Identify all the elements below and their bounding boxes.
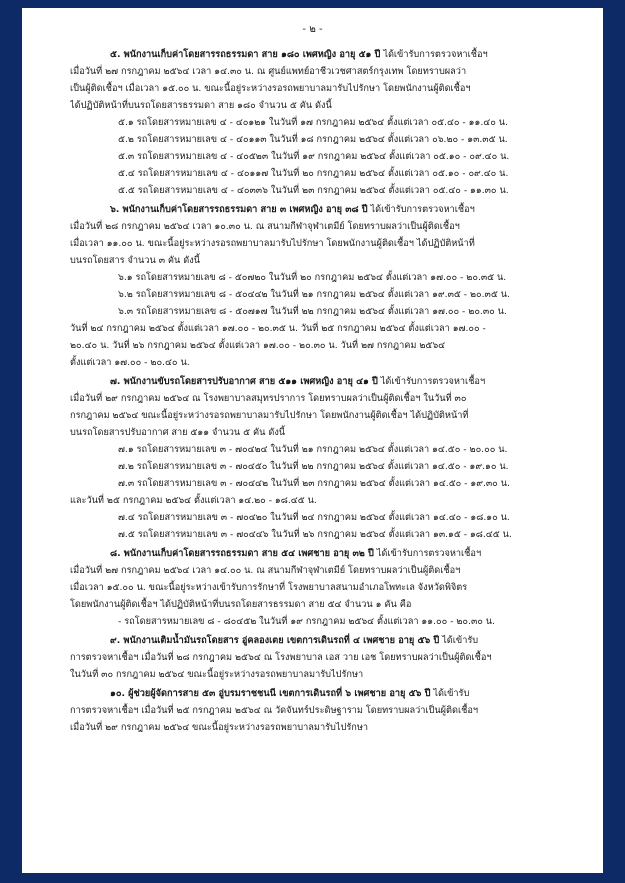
- case-text-line: โดยพนักงานผู้ติดเชื้อฯ ได้ปฏิบัติหน้าที่บนรถโดยสารธรรมดา สาย ๕๔ จำนวน ๑ คัน คือ: [70, 599, 412, 610]
- case-heading-rest: ได้เข้ารับ: [430, 688, 470, 699]
- case-section: [70, 545, 562, 630]
- case-heading: [70, 201, 562, 218]
- case-section: [70, 46, 562, 199]
- case-heading-bold: ๗. พนักงานขับรถโดยสารปรับอากาศ สาย ๕๑๑ เพศหญิง อายุ ๔๑ ปี: [110, 376, 378, 387]
- case-text-line: การตรวจหาเชื้อฯ เมื่อวันที่ ๒๕ กรกฎาคม ๒๕๖๔ ณ วัดจันทร์ประดิษฐาราม โดยทราบผลว่าเป็นผู้ติดเชื้อฯ: [70, 705, 479, 716]
- case-text-line: บนรถโดยสาร จำนวน ๓ คัน ดังนี้: [70, 255, 200, 266]
- bus-item: ๗.๑ รถโดยสารหมายเลข ๓ - ๗๐๔๒๔ ในวันที่ ๒๑ กรกฎาคม ๒๕๖๔ ตั้งแต่เวลา ๑๔.๕๐ - ๒๐.๐๐ น.: [118, 444, 508, 455]
- bus-item: ๕.๔ รถโดยสารหมายเลข ๔ - ๔๐๑๑๗ ในวันที่ ๒๐ กรกฎาคม ๒๕๖๔ ตั้งแต่เวลา ๐๕.๑๐ - ๐๙.๔๐ น.: [118, 168, 509, 179]
- case-text-line: ๒๐.๔๐ น. วันที่ ๒๖ กรกฎาคม ๒๕๖๔ ตั้งแต่เวลา ๑๗.๐๐ - ๒๐.๓๐ น. วันที่ ๒๗ กรกฎาคม ๒๕๖๔: [70, 340, 446, 351]
- case-heading-bold: ๙. พนักงานเติมน้ำมันรถโดยสาร อู่คลองเตย เขตการเดินรถที่ ๔ เพศชาย อายุ ๕๖ ปี: [110, 635, 440, 646]
- case-heading-rest: ได้เข้ารับ: [439, 635, 479, 646]
- case-heading: [70, 685, 562, 702]
- bus-item: - รถโดยสารหมายเลข ๘ - ๘๐๔๕๒ ในวันที่ ๑๙ กรกฎาคม ๒๕๖๔ ตั้งแต่เวลา ๑๑.๐๐ - ๒๐.๓๐ น.: [118, 616, 495, 627]
- case-text-line: และวันที่ ๒๕ กรกฎาคม ๒๕๖๔ ตั้งแต่เวลา ๑๔.๒๐ - ๑๘.๔๕ น.: [70, 495, 317, 506]
- case-heading: [70, 46, 562, 63]
- case-text-line: ได้ปฏิบัติหน้าที่บนรถโดยสารธรรมดา สาย ๑๘๐ จำนวน ๕ คัน ดังนี้: [70, 100, 332, 111]
- bus-item: ๕.๓ รถโดยสารหมายเลข ๔ - ๔๐๕๒๓ ในวันที่ ๑๙ กรกฎาคม ๒๕๖๔ ตั้งแต่เวลา ๐๕.๑๐ - ๐๙.๔๐ น.: [118, 151, 510, 162]
- document-body: [70, 46, 562, 738]
- case-text-line: เมื่อวันที่ ๒๗ กรกฎาคม ๒๕๖๔ เวลา ๑๔.๐๐ น. ณ สนามกีฬาจุฬาเตมีย์ โดยทราบผลว่าเป็นผู้ติดเชื้อฯ: [70, 565, 461, 576]
- bus-item: ๗.๓ รถโดยสารหมายเลข ๓ - ๗๐๔๔๒ ในวันที่ ๒๓ กรกฎาคม ๒๕๖๔ ตั้งแต่เวลา ๑๔.๕๐ - ๑๙.๓๐ น.: [118, 478, 510, 489]
- bus-item: ๖.๒ รถโดยสารหมายเลข ๘ - ๕๐๔๔๒ ในวันที่ ๒๑ กรกฎาคม ๒๕๖๔ ตั้งแต่เวลา ๑๙.๓๕ - ๒๐.๓๕ น.: [118, 289, 510, 300]
- case-heading-rest: ได้เข้ารับการตรวจหาเชื้อฯ: [380, 49, 488, 60]
- case-heading-bold: ๘. พนักงานเก็บค่าโดยสารรถธรรมดา สาย ๕๔ เพศชาย อายุ ๓๒ ปี: [110, 548, 374, 559]
- case-heading: [70, 545, 562, 562]
- section-gap: [70, 736, 562, 738]
- case-text-line: ตั้งแต่เวลา ๑๗.๐๐ - ๒๐.๔๐ น.: [70, 357, 190, 368]
- case-text-line: บนรถโดยสารปรับอากาศ สาย ๕๑๑ จำนวน ๕ คัน ดังนี้: [70, 427, 286, 438]
- case-section: [70, 685, 562, 736]
- case-text-line: เมื่อเวลา ๑๕.๐๐ น. ขณะนี้อยู่ระหว่างเข้ารับการรักษาที่ โรงพยาบาลสนามอำเภอโพทะเล จังหวัดพิจิตร: [70, 582, 468, 593]
- case-heading-rest: ได้เข้ารับการตรวจหาเชื้อฯ: [373, 548, 482, 559]
- bus-item: ๗.๒ รถโดยสารหมายเลข ๓ - ๗๐๔๕๐ ในวันที่ ๒๒ กรกฎาคม ๒๕๖๔ ตั้งแต่เวลา ๑๔.๕๐ - ๑๙.๑๐ น.: [118, 461, 509, 472]
- bus-item: ๗.๕ รถโดยสารหมายเลข ๓ - ๗๐๔๔๖ ในวันที่ ๒๖ กรกฎาคม ๒๕๖๔ ตั้งแต่เวลา ๑๓.๑๕ - ๑๘.๔๕ น.: [118, 529, 512, 540]
- case-text-line: ในวันที่ ๓๐ กรกฎาคม ๒๕๖๔ ขณะนี้อยู่ระหว่างรอรถพยาบาลมารับไปรักษา: [70, 669, 364, 680]
- bus-item: ๖.๑ รถโดยสารหมายเลข ๘ - ๕๐๗๒๐ ในวันที่ ๒๐ กรกฎาคม ๒๕๖๔ ตั้งแต่เวลา ๑๗.๐๐ - ๒๐.๓๕ น.: [118, 272, 507, 283]
- case-heading: [70, 632, 562, 649]
- case-heading: [70, 373, 562, 390]
- case-text-line: เมื่อวันที่ ๒๗ กรกฎาคม ๒๕๖๔ เวลา ๑๔.๓๐ น. ณ ศูนย์แพทย์อาชีวเวชศาสตร์กรุงเทพ โดยทราบผลว่า: [70, 66, 467, 77]
- bus-item: ๖.๓ รถโดยสารหมายเลข ๘ - ๕๐๗๑๗ ในวันที่ ๒๒ กรกฎาคม ๒๕๖๔ ตั้งแต่เวลา ๑๗.๐๐ - ๒๐.๓๐ น.: [118, 306, 507, 317]
- bus-item: ๕.๕ รถโดยสารหมายเลข ๔ - ๔๐๓๓๖ ในวันที่ ๒๓ กรกฎาคม ๒๕๖๔ ตั้งแต่เวลา ๐๕.๔๐ - ๑๑.๓๐ น.: [118, 185, 509, 196]
- case-text-line: กรกฎาคม ๒๕๖๔ ขณะนี้อยู่ระหว่างรอรถพยาบาลมารับไปรักษา โดยพนักงานผู้ติดเชื้อฯ ได้ปฏิบัติหน้าที่: [70, 410, 469, 421]
- bus-item: ๗.๔ รถโดยสารหมายเลข ๓ - ๗๐๔๒๐ ในวันที่ ๒๔ กรกฎาคม ๒๕๖๔ ตั้งแต่เวลา ๑๔.๔๐ - ๑๘.๑๐ น.: [118, 512, 510, 523]
- case-section: [70, 201, 562, 371]
- case-text-line: เมื่อวันที่ ๒๘ กรกฎาคม ๒๕๖๔ เวลา ๑๐.๓๐ น. ณ สนามกีฬาจุฬาเตมีย์ โดยทราบผลว่าเป็นผู้ติดเชื้อฯ: [70, 221, 460, 232]
- case-section: [70, 373, 562, 543]
- case-heading-rest: ได้เข้ารับการตรวจหาเชื้อฯ: [377, 376, 486, 387]
- page-number: - ๒ -: [302, 24, 323, 35]
- bus-item: ๕.๑ รถโดยสารหมายเลข ๔ - ๔๐๑๒๑ ในวันที่ ๑๗ กรกฎาคม ๒๕๖๔ ตั้งแต่เวลา ๐๕.๔๐ - ๑๑.๔๐ น.: [118, 117, 508, 128]
- case-text-line: เป็นผู้ติดเชื้อฯ เมื่อเวลา ๑๕.๐๐ น. ขณะนี้อยู่ระหว่างรอรถพยาบาลมารับไปรักษา โดยพนักงานผู้ติดเชื้อฯ: [70, 83, 471, 94]
- case-heading-bold: ๑๐. ผู้ช่วยผู้จัดการสาย ๕๓ อู่บรมราชชนนี เขตการเดินรถที่ ๖ เพศชาย อายุ ๕๖ ปี: [110, 688, 431, 699]
- case-section: [70, 632, 562, 683]
- case-text-line: การตรวจหาเชื้อฯ เมื่อวันที่ ๒๘ กรกฎาคม ๒๕๖๔ ณ โรงพยาบาล เอส วาย เอช โดยทราบผลว่าเป็นผู้ติดเชื้อฯ: [70, 652, 492, 663]
- case-heading-bold: ๖. พนักงานเก็บค่าโดยสารรถธรรมดา สาย ๓ เพศหญิง อายุ ๓๘ ปี: [110, 204, 368, 215]
- case-text-line: เมื่อเวลา ๑๑.๐๐ น. ขณะนี้อยู่ระหว่างรอรถพยาบาลมารับไปรักษา โดยพนักงานผู้ติดเชื้อฯ ได้ปฏิบัติหน้าที่: [70, 238, 475, 249]
- document-page: [22, 8, 603, 873]
- case-text-line: เมื่อวันที่ ๒๙ กรกฎาคม ๒๕๖๔ ขณะนี้อยู่ระหว่างรอรถพยาบาลมารับไปรักษา: [70, 722, 369, 733]
- case-text-line: เมื่อวันที่ ๒๙ กรกฎาคม ๒๕๖๔ ณ โรงพยาบาลสมุทรปราการ โดยทราบผลว่าเป็นผู้ติดเชื้อฯ ในวันที่ ๓๐: [70, 393, 467, 404]
- case-heading-bold: ๕. พนักงานเก็บค่าโดยสารรถธรรมดา สาย ๑๘๐ เพศหญิง อายุ ๕๑ ปี: [110, 49, 381, 60]
- case-heading-rest: ได้เข้ารับการตรวจหาเชื้อฯ: [367, 204, 475, 215]
- case-text-line: วันที่ ๒๔ กรกฎาคม ๒๕๖๔ ตั้งแต่เวลา ๑๗.๐๐ - ๒๐.๓๕ น. วันที่ ๒๕ กรกฎาคม ๒๕๖๔ ตั้งแต่เวลา ๑๗.๐๐ -: [70, 323, 486, 334]
- bus-item: ๕.๒ รถโดยสารหมายเลข ๔ - ๔๐๑๑๓ ในวันที่ ๑๘ กรกฎาคม ๒๕๖๔ ตั้งแต่เวลา ๐๖.๒๐ - ๑๓.๓๕ น.: [118, 134, 508, 145]
